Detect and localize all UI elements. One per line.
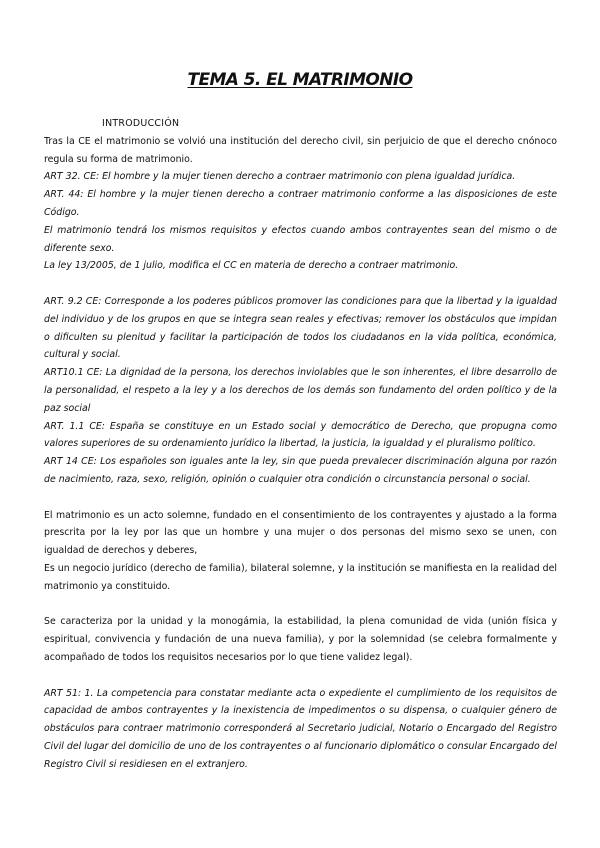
ley-13-2005-paragraph: La ley 13/2005, de 1 julio, modifica el CC en materia de derecho a contraer matrimonio. <box>44 260 459 272</box>
art-51-paragraph: ART 51: 1. La competencia para constatar mediante acta o expediente el cumplimiento de los requisitos de capacidad de ambos contrayentes y la inexistencia de impedimentos o su dispensa, o cualquier género de obstáculos para contraer matrimonio corresponderá al Secretario judicial, Notario o Encargado del Registro Civil del lugar del domicilio de uno de los contrayentes o al funcionario diplomático o consular Encargado del Registro Civil si residiesen en el extranjero. <box>44 687 557 770</box>
art-51-block <box>44 685 557 774</box>
art-10-1-paragraph: ART10.1 CE: La dignidad de la persona, los derechos inviolables que le son inherentes, el libre desarrollo de la personalidad, el respeto a la ley y a los derechos de los demás son fundamento del orden político y de la paz social <box>44 367 557 414</box>
characteristics-paragraph: Se caracteriza por la unidad y la monogámia, la estabilidad, la plena comunidad de vida (unión física y espiritual, convivencia y fundación de una nueva familia), y por la solemnidad (se celebra formalmente y acompañado de todos los requisitos necesarios por lo que tiene validez legal). <box>44 616 557 663</box>
constitution-articles-block <box>44 293 557 489</box>
art-1-1-paragraph: ART. 1.1 CE: España se constituye en un Estado social y democrático de Derecho, que propugna como valores superiores de su ordenamiento jurídico la libertad, la justicia, la igualdad y el pluralismo político. <box>44 420 557 450</box>
introduction-heading: INTRODUCCIÓN <box>102 118 180 129</box>
art-9-2-paragraph: ART. 9.2 CE: Corresponde a los poderes públicos promover las condiciones para que la libertad y la igualdad del individuo y de los grupos en que se integra sean reales y efectivas; remover los obstáculos que impidan o dificulten su plenitud y facilitar la participación de todos los ciudadanos en la vida política, económica, cultural y social. <box>44 295 557 361</box>
art-32-paragraph: ART 32. CE: El hombre y la mujer tienen derecho a contraer matrimonio con plena igualdad jurídica. <box>44 171 516 183</box>
characteristics-block <box>44 613 557 666</box>
intro-paragraph: Tras la CE el matrimonio se volvió una institución del derecho civil, sin perjuicio de que el derecho cnónoco regula su forma de matrimonio. <box>44 135 557 165</box>
spacer <box>44 275 557 293</box>
negocio-juridico-paragraph: Es un negocio jurídico (derecho de familia), bilateral solemne, y la institución se manifiesta en la realidad del matrimonio ya constituido. <box>44 562 557 592</box>
spacer <box>44 667 557 685</box>
art-14-paragraph: ART 14 CE: Los españoles son iguales ante la ley, sin que pueda prevalecer discriminación alguna por razón de nacimiento, raza, sexo, religión, opinión o cualquier otra condición o circunstancia personal o social. <box>44 456 557 485</box>
same-sex-paragraph: El matrimonio tendrá los mismos requisitos y efectos cuando ambos contrayentes sean del mismo o de diferente sexo. <box>44 224 557 254</box>
intro-block <box>44 133 557 275</box>
definition-block <box>44 507 557 596</box>
spacer <box>44 596 557 614</box>
art-44-paragraph: ART. 44: El hombre y la mujer tienen derecho a contraer matrimonio conforme a las disposiciones de este Código. <box>44 189 557 218</box>
page-title: TEMA 5. EL MATRIMONIO <box>187 70 413 90</box>
definition-paragraph: El matrimonio es un acto solemne, fundado en el consentimiento de los contrayentes y ajustado a la forma prescrita por la ley por las que un hombre y una mujer o dos personas del mismo sexo se unen, con igualdad de derechos y deberes, <box>44 509 557 557</box>
spacer <box>44 489 557 507</box>
document-body <box>44 115 557 773</box>
